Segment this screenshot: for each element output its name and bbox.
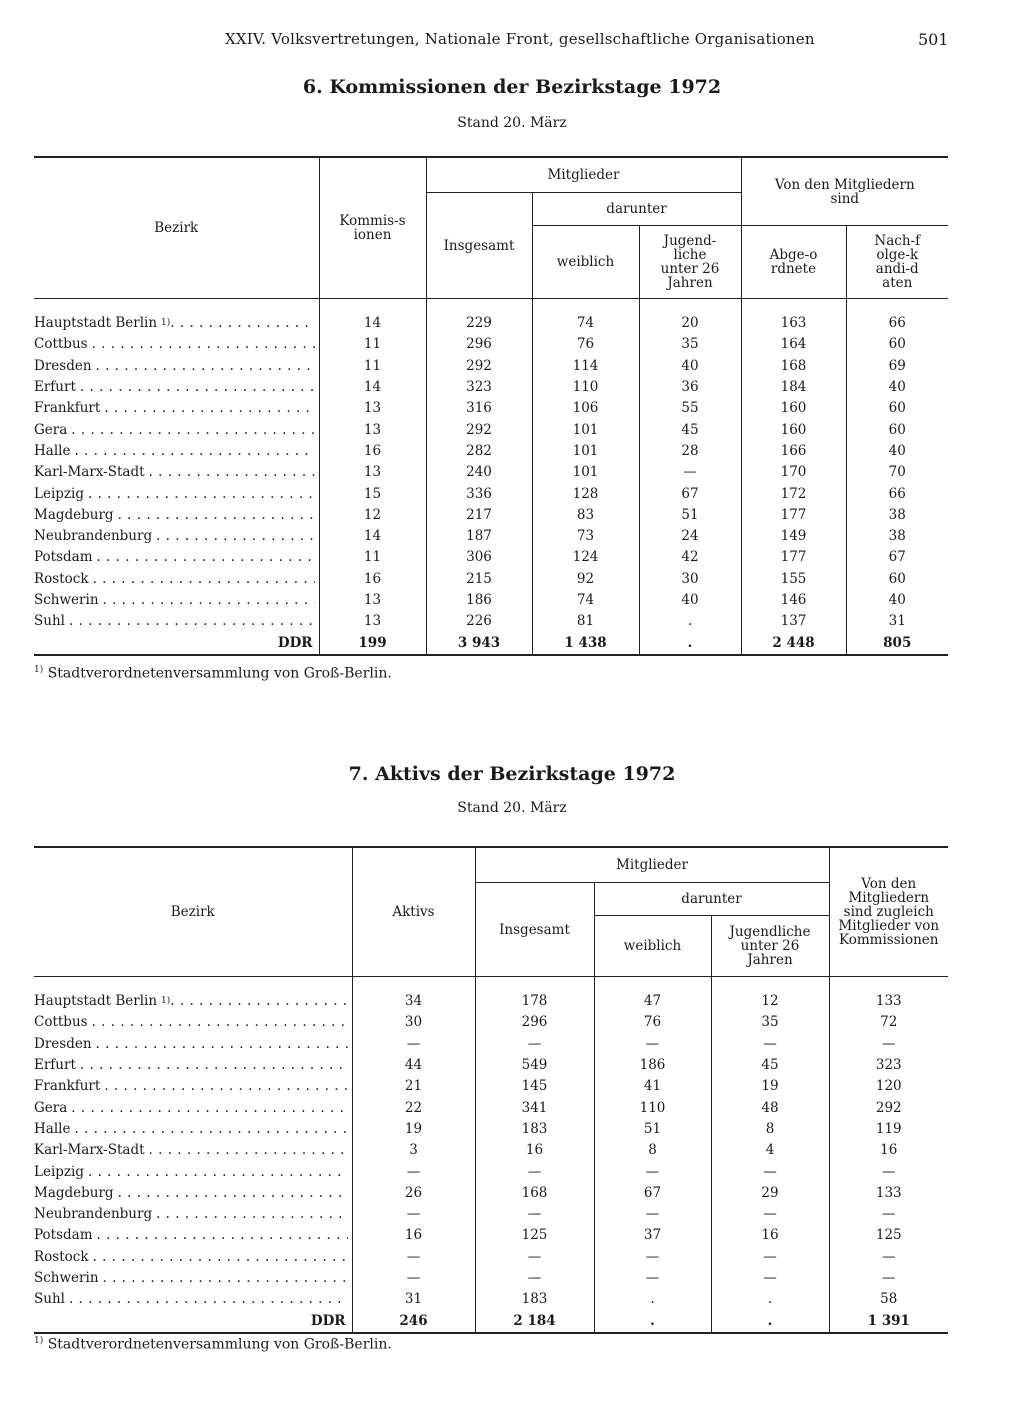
total-c2: 3 943 — [426, 632, 532, 654]
table-row — [34, 1161, 948, 1182]
cell-c1: 12 — [319, 505, 426, 526]
cell-c5: 168 — [741, 356, 846, 377]
cell-c5: — — [829, 1247, 948, 1268]
row-bezirk-name: Erfurt . . . — [34, 377, 319, 398]
cell-c2: 549 — [475, 1055, 594, 1076]
total-c4: . — [639, 632, 741, 654]
table-row — [34, 611, 948, 632]
cell-c1: 16 — [319, 569, 426, 590]
cell-c6: 70 — [846, 462, 948, 483]
cell-c5: — — [829, 1204, 948, 1225]
cell-c1: 13 — [319, 590, 426, 611]
cell-c2: 316 — [426, 398, 532, 419]
cell-c3: 8 — [594, 1140, 711, 1161]
cell-c6: 40 — [846, 441, 948, 462]
table-row — [34, 1012, 948, 1033]
cell-c4: 19 — [711, 1076, 829, 1097]
cell-c3: 81 — [532, 611, 639, 632]
total-c4: . — [711, 1310, 829, 1332]
total-label: DDR — [277, 634, 313, 651]
table-row — [34, 1119, 948, 1140]
row-bezirk-name: Gera . . . — [34, 1097, 352, 1118]
cell-c6: 60 — [846, 334, 948, 355]
row-bezirk-name: Leipzig . . . — [34, 483, 319, 504]
cell-c1: 14 — [319, 526, 426, 547]
cell-c2: 226 — [426, 611, 532, 632]
t7-header-darunter: darunter — [594, 883, 829, 916]
cell-c3: 106 — [532, 398, 639, 419]
cell-c5: 120 — [829, 1076, 948, 1097]
cell-c3: 110 — [594, 1097, 711, 1118]
table-row — [34, 1140, 948, 1161]
cell-c5: 133 — [829, 977, 948, 1013]
t6-header-mitglieder: Mitglieder — [426, 157, 741, 193]
t7-header-insgesamt: Insgesamt — [475, 883, 594, 977]
cell-c2: — — [475, 1161, 594, 1182]
cell-c4: — — [639, 462, 741, 483]
table-row — [34, 377, 948, 398]
table-row — [34, 462, 948, 483]
table6-footnote: $^{1)}$ Stadtverordnetenversammlung von Groß-Berlin. — [34, 665, 392, 682]
cell-c1: 30 — [352, 1012, 475, 1033]
cell-c6: 66 — [846, 299, 948, 335]
cell-c2: 217 — [426, 505, 532, 526]
total-c5: 1 391 — [829, 1310, 948, 1332]
cell-c1: 16 — [352, 1225, 475, 1246]
cell-c3: — — [594, 1247, 711, 1268]
cell-c5: 160 — [741, 398, 846, 419]
t6-header-von-den: Von den Mitgliedern sind — [741, 157, 948, 226]
total-c1: 199 — [319, 632, 426, 654]
cell-c1: 13 — [319, 611, 426, 632]
cell-c1: 13 — [319, 398, 426, 419]
t7-header-weiblich: weiblich — [594, 916, 711, 977]
table-row — [34, 977, 948, 1013]
cell-c3: — — [594, 1204, 711, 1225]
cell-c4: 12 — [711, 977, 829, 1013]
table-row — [34, 505, 948, 526]
row-bezirk-name: Hauptstadt Berlin 1) . . . — [34, 299, 319, 335]
cell-c1: 34 — [352, 977, 475, 1013]
row-bezirk-name: Schwerin . . . — [34, 1268, 352, 1289]
cell-c2: 215 — [426, 569, 532, 590]
cell-c4: 30 — [639, 569, 741, 590]
row-bezirk-name: Halle . . . — [34, 1119, 352, 1140]
t7-header-jugendliche: Jugendliche unter 26 Jahren — [711, 916, 829, 977]
t6-header-nachfolge: Nach-folge-kandi-daten — [846, 226, 948, 299]
total-c5: 2 448 — [741, 632, 846, 654]
cell-c2: 178 — [475, 977, 594, 1013]
cell-c4: — — [711, 1268, 829, 1289]
cell-c2: 292 — [426, 419, 532, 440]
cell-c5: 146 — [741, 590, 846, 611]
row-bezirk-name: Suhl . . . — [34, 1289, 352, 1310]
table-row — [34, 1225, 948, 1246]
cell-c1: — — [352, 1204, 475, 1225]
cell-c1: — — [352, 1034, 475, 1055]
cell-c4: 45 — [639, 419, 741, 440]
cell-c3: 101 — [532, 419, 639, 440]
row-bezirk-name: Gera . . . — [34, 419, 319, 440]
table-row — [34, 1183, 948, 1204]
total-c1: 246 — [352, 1310, 475, 1332]
total-c3: . — [594, 1310, 711, 1332]
cell-c4: 55 — [639, 398, 741, 419]
t7-header-mitglieder: Mitglieder — [475, 847, 829, 883]
table6-title: 6. Kommissionen der Bezirkstage 1972 — [302, 76, 722, 98]
cell-c1: 14 — [319, 377, 426, 398]
cell-c5: 160 — [741, 419, 846, 440]
cell-c2: 186 — [426, 590, 532, 611]
cell-c3: 101 — [532, 441, 639, 462]
t7-header-von-den: Von den Mitgliedern sind zugleich Mitglieder von Kommissionen — [829, 847, 948, 977]
cell-c5: 155 — [741, 569, 846, 590]
total-c2: 2 184 — [475, 1310, 594, 1332]
cell-c2: 183 — [475, 1119, 594, 1140]
t6-header-weiblich: weiblich — [532, 226, 639, 299]
cell-c3: 41 — [594, 1076, 711, 1097]
cell-c3: 76 — [532, 334, 639, 355]
row-bezirk-name: Rostock . . . — [34, 569, 319, 590]
cell-c4: 16 — [711, 1225, 829, 1246]
cell-c4: 4 — [711, 1140, 829, 1161]
cell-c3: 67 — [594, 1183, 711, 1204]
table-row — [34, 590, 948, 611]
total-c6: 805 — [846, 632, 948, 654]
table-row — [34, 1076, 948, 1097]
t6-header-insgesamt: Insgesamt — [426, 193, 532, 299]
cell-c5: 323 — [829, 1055, 948, 1076]
table-row — [34, 356, 948, 377]
t6-header-abgeordnete: Abge-ordnete — [741, 226, 846, 299]
table-row — [34, 299, 948, 335]
cell-c4: — — [711, 1034, 829, 1055]
cell-c5: 166 — [741, 441, 846, 462]
cell-c1: — — [352, 1247, 475, 1268]
page-number: 501 — [918, 30, 949, 49]
row-bezirk-name: Karl-Marx-Stadt . . . — [34, 462, 319, 483]
cell-c2: — — [475, 1034, 594, 1055]
cell-c3: 37 — [594, 1225, 711, 1246]
cell-c3: 114 — [532, 356, 639, 377]
table-row — [34, 526, 948, 547]
row-bezirk-name: Potsdam . . . — [34, 547, 319, 568]
cell-c4: . — [711, 1289, 829, 1310]
cell-c1: — — [352, 1268, 475, 1289]
cell-c4: — — [711, 1161, 829, 1182]
cell-c5: 184 — [741, 377, 846, 398]
cell-c3: 124 — [532, 547, 639, 568]
cell-c5: 177 — [741, 547, 846, 568]
cell-c2: 296 — [475, 1012, 594, 1033]
cell-c3: 83 — [532, 505, 639, 526]
row-bezirk-name: Frankfurt . . . — [34, 1076, 352, 1097]
cell-c6: 67 — [846, 547, 948, 568]
cell-c1: 13 — [319, 462, 426, 483]
cell-c4: 45 — [711, 1055, 829, 1076]
t6-header-kommissionen: Kommis-sionen — [319, 157, 426, 299]
table7-footnote: $^{1)}$ Stadtverordnetenversammlung von Groß-Berlin. — [34, 1336, 392, 1353]
cell-c3: 73 — [532, 526, 639, 547]
row-bezirk-name: Magdeburg . . . — [34, 1183, 352, 1204]
cell-c4: 36 — [639, 377, 741, 398]
cell-c2: 240 — [426, 462, 532, 483]
cell-c4: 67 — [639, 483, 741, 504]
row-bezirk-name: Rostock . . . — [34, 1247, 352, 1268]
table-row — [34, 334, 948, 355]
cell-c2: 323 — [426, 377, 532, 398]
total-row — [34, 632, 948, 654]
cell-c5: 164 — [741, 334, 846, 355]
row-bezirk-name: Neubrandenburg . . . — [34, 526, 319, 547]
cell-c5: 125 — [829, 1225, 948, 1246]
row-bezirk-name: Magdeburg . . . — [34, 505, 319, 526]
cell-c2: 292 — [426, 356, 532, 377]
cell-c4: 8 — [711, 1119, 829, 1140]
cell-c2: 125 — [475, 1225, 594, 1246]
cell-c4: 51 — [639, 505, 741, 526]
cell-c3: — — [594, 1161, 711, 1182]
t7-header-bezirk: Bezirk — [34, 847, 352, 977]
cell-c6: 40 — [846, 377, 948, 398]
cell-c2: — — [475, 1247, 594, 1268]
table-row — [34, 483, 948, 504]
cell-c6: 40 — [846, 590, 948, 611]
cell-c2: — — [475, 1268, 594, 1289]
table-row — [34, 1289, 948, 1310]
cell-c6: 66 — [846, 483, 948, 504]
row-bezirk-name: Suhl . . . — [34, 611, 319, 632]
table-row — [34, 1204, 948, 1225]
cell-c6: 69 — [846, 356, 948, 377]
cell-c5: 292 — [829, 1097, 948, 1118]
cell-c1: 11 — [319, 334, 426, 355]
cell-c3: — — [594, 1268, 711, 1289]
cell-c2: 306 — [426, 547, 532, 568]
cell-c5: 149 — [741, 526, 846, 547]
cell-c3: 186 — [594, 1055, 711, 1076]
cell-c6: 60 — [846, 419, 948, 440]
table6 — [34, 156, 948, 656]
cell-c1: 31 — [352, 1289, 475, 1310]
cell-c2: 168 — [475, 1183, 594, 1204]
table-row — [34, 1034, 948, 1055]
cell-c4: . — [639, 611, 741, 632]
row-bezirk-name: Dresden . . . — [34, 1034, 352, 1055]
cell-c2: 296 — [426, 334, 532, 355]
cell-c2: 16 — [475, 1140, 594, 1161]
cell-c1: 11 — [319, 547, 426, 568]
row-bezirk-name: Hauptstadt Berlin 1) . . . — [34, 977, 352, 1013]
table-row — [34, 1268, 948, 1289]
table-row — [34, 419, 948, 440]
cell-c4: 35 — [639, 334, 741, 355]
cell-c5: — — [829, 1268, 948, 1289]
cell-c2: 187 — [426, 526, 532, 547]
cell-c2: 183 — [475, 1289, 594, 1310]
row-bezirk-name: Dresden . . . — [34, 356, 319, 377]
cell-c1: 21 — [352, 1076, 475, 1097]
cell-c5: 133 — [829, 1183, 948, 1204]
cell-c2: 341 — [475, 1097, 594, 1118]
cell-c5: 58 — [829, 1289, 948, 1310]
cell-c4: 20 — [639, 299, 741, 335]
cell-c3: 101 — [532, 462, 639, 483]
total-c3: 1 438 — [532, 632, 639, 654]
cell-c4: 24 — [639, 526, 741, 547]
cell-c6: 38 — [846, 505, 948, 526]
table6-subtitle: Stand 20. März — [457, 115, 567, 131]
cell-c1: 26 — [352, 1183, 475, 1204]
cell-c5: 119 — [829, 1119, 948, 1140]
cell-c2: 282 — [426, 441, 532, 462]
cell-c4: 40 — [639, 590, 741, 611]
table-row — [34, 1097, 948, 1118]
total-row — [34, 1310, 948, 1332]
cell-c4: — — [711, 1204, 829, 1225]
table7-title: 7. Aktivs der Bezirkstage 1972 — [348, 763, 676, 785]
cell-c4: 29 — [711, 1183, 829, 1204]
t6-header-bezirk: Bezirk — [34, 157, 319, 299]
cell-c3: . — [594, 1289, 711, 1310]
cell-c4: 35 — [711, 1012, 829, 1033]
table-row — [34, 547, 948, 568]
cell-c3: 128 — [532, 483, 639, 504]
cell-c3: 51 — [594, 1119, 711, 1140]
cell-c5: 163 — [741, 299, 846, 335]
cell-c5: 172 — [741, 483, 846, 504]
cell-c5: 177 — [741, 505, 846, 526]
cell-c5: 137 — [741, 611, 846, 632]
table-row — [34, 1247, 948, 1268]
table-row — [34, 398, 948, 419]
cell-c3: — — [594, 1034, 711, 1055]
cell-c3: 47 — [594, 977, 711, 1013]
running-head: XXIV. Volksvertretungen, Nationale Front, gesellschaftliche Organisationen — [225, 30, 815, 48]
row-bezirk-name: Halle . . . — [34, 441, 319, 462]
cell-c3: 74 — [532, 299, 639, 335]
cell-c4: 28 — [639, 441, 741, 462]
cell-c4: 40 — [639, 356, 741, 377]
cell-c3: 110 — [532, 377, 639, 398]
row-bezirk-name: Potsdam . . . — [34, 1225, 352, 1246]
cell-c2: 229 — [426, 299, 532, 335]
cell-c1: 13 — [319, 419, 426, 440]
cell-c1: 22 — [352, 1097, 475, 1118]
cell-c4: 42 — [639, 547, 741, 568]
table-row — [34, 441, 948, 462]
cell-c6: 31 — [846, 611, 948, 632]
cell-c5: 170 — [741, 462, 846, 483]
cell-c1: — — [352, 1161, 475, 1182]
table7-subtitle: Stand 20. März — [457, 800, 567, 816]
cell-c1: 11 — [319, 356, 426, 377]
row-bezirk-name: Erfurt . . . — [34, 1055, 352, 1076]
table7 — [34, 846, 948, 1334]
row-bezirk-name: Karl-Marx-Stadt . . . — [34, 1140, 352, 1161]
cell-c4: 48 — [711, 1097, 829, 1118]
cell-c2: 336 — [426, 483, 532, 504]
cell-c5: 16 — [829, 1140, 948, 1161]
table-row — [34, 1055, 948, 1076]
row-bezirk-name: Cottbus . . . — [34, 1012, 352, 1033]
row-bezirk-name: Cottbus . . . — [34, 334, 319, 355]
row-bezirk-name: Frankfurt . . . — [34, 398, 319, 419]
cell-c3: 76 — [594, 1012, 711, 1033]
cell-c1: 19 — [352, 1119, 475, 1140]
cell-c3: 74 — [532, 590, 639, 611]
cell-c1: 16 — [319, 441, 426, 462]
cell-c2: 145 — [475, 1076, 594, 1097]
cell-c6: 60 — [846, 398, 948, 419]
cell-c1: 44 — [352, 1055, 475, 1076]
cell-c1: 15 — [319, 483, 426, 504]
row-bezirk-name: Leipzig . . . — [34, 1161, 352, 1182]
cell-c4: — — [711, 1247, 829, 1268]
total-label: DDR — [310, 1312, 346, 1329]
cell-c6: 38 — [846, 526, 948, 547]
cell-c5: — — [829, 1034, 948, 1055]
cell-c3: 92 — [532, 569, 639, 590]
t6-header-jugendliche: Jugend-liche unter 26 Jahren — [639, 226, 741, 299]
cell-c1: 3 — [352, 1140, 475, 1161]
table-row — [34, 569, 948, 590]
cell-c2: — — [475, 1204, 594, 1225]
t6-header-darunter: darunter — [532, 193, 741, 226]
row-bezirk-name: Neubrandenburg . . . — [34, 1204, 352, 1225]
t7-header-aktivs: Aktivs — [352, 847, 475, 977]
row-bezirk-name: Schwerin . . . — [34, 590, 319, 611]
cell-c6: 60 — [846, 569, 948, 590]
cell-c1: 14 — [319, 299, 426, 335]
cell-c5: 72 — [829, 1012, 948, 1033]
cell-c5: — — [829, 1161, 948, 1182]
